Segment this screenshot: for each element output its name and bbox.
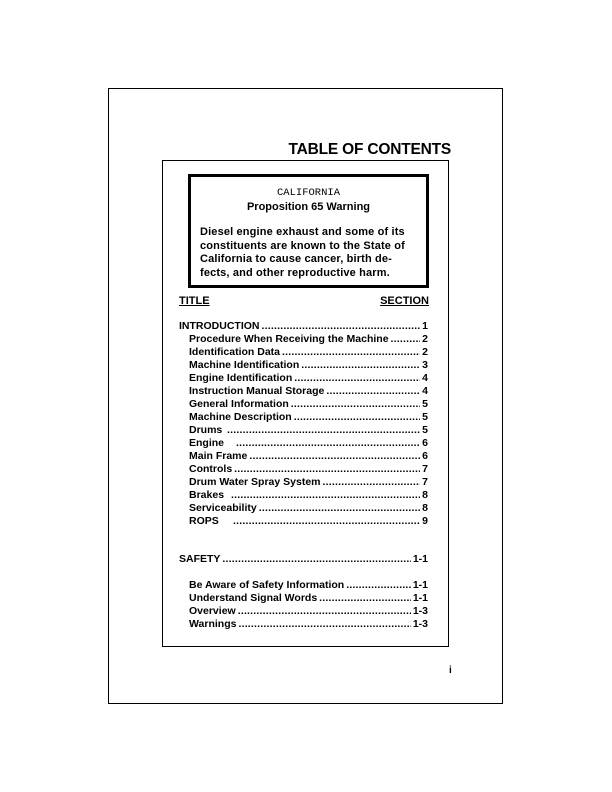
toc-entry[interactable] [189, 450, 428, 463]
dot-leader [238, 605, 411, 618]
warning-line: constituents are known to the State of [200, 239, 405, 252]
toc-entry-page: 5 [422, 411, 428, 423]
dot-leader [294, 372, 420, 385]
toc-entry-page: 1 [422, 320, 428, 332]
toc-entry-label: Procedure When Receiving the Machine [189, 333, 389, 345]
toc-entry[interactable] [189, 618, 428, 631]
dot-leader [259, 502, 420, 515]
dot-leader [282, 346, 420, 359]
toc-entry-page: 5 [422, 424, 428, 436]
warning-subheading: Proposition 65 Warning [246, 201, 371, 213]
toc-entry[interactable] [189, 592, 428, 605]
dot-leader [231, 489, 420, 502]
toc-entry-page: 1-3 [412, 605, 428, 617]
toc-entry-label: ROPS [189, 515, 219, 527]
dot-leader [294, 411, 420, 424]
toc-entry-page: 1-1 [412, 579, 428, 591]
toc-entry-page: 7 [422, 463, 428, 475]
dot-leader [323, 476, 421, 489]
toc-entry-label: Main Frame [189, 450, 248, 462]
toc-entry[interactable] [189, 437, 428, 450]
toc-entry[interactable] [189, 359, 428, 372]
toc-entry[interactable] [189, 385, 428, 398]
toc-entry-page: 2 [422, 346, 428, 358]
toc-entry-label: Understand Signal Words [189, 592, 318, 604]
toc-entry[interactable] [189, 502, 428, 515]
toc-entry-page: 4 [422, 385, 428, 397]
dot-leader [391, 333, 421, 346]
toc-entry[interactable] [189, 463, 428, 476]
toc-entry-page: 6 [422, 437, 428, 449]
toc-entry-page: 7 [422, 476, 428, 488]
toc-entry[interactable] [189, 605, 428, 618]
toc-entry-label: Machine Identification [189, 359, 300, 371]
dot-leader [301, 359, 420, 372]
toc-entry[interactable] [189, 424, 428, 437]
toc-entry-page: 6 [422, 450, 428, 462]
toc-entry-page: 5 [422, 398, 428, 410]
toc-entry[interactable] [189, 515, 428, 528]
toc-entry-page: 2 [422, 333, 428, 345]
dot-leader [222, 553, 410, 566]
toc-entry-label: Warnings [189, 618, 237, 630]
toc-entry-label: Machine Description [189, 411, 292, 423]
toc-entry-label: Brakes [189, 489, 225, 501]
toc-entry-label: General Information [189, 398, 289, 410]
dot-leader [238, 618, 410, 631]
column-header-title: TITLE [179, 295, 210, 307]
toc-entry-page: 4 [422, 372, 428, 384]
dot-leader [346, 579, 411, 592]
toc-entry-page: 8 [422, 489, 428, 501]
toc-entry-label: Overview [189, 605, 236, 617]
toc-entry-label: Serviceability [189, 502, 257, 514]
toc-entry-label: Drums [189, 424, 223, 436]
toc-entry-safety[interactable] [179, 553, 428, 566]
toc-entry-page: 3 [422, 359, 428, 371]
page-title: TABLE OF CONTENTS [288, 141, 451, 158]
warning-heading: CALIFORNIA [276, 187, 340, 199]
toc-entry[interactable] [189, 476, 428, 489]
toc-entry-page: 1-1 [412, 592, 428, 604]
toc-entry-label: Engine [189, 437, 225, 449]
toc-entry-label: SAFETY [179, 553, 221, 565]
dot-leader [227, 424, 420, 437]
toc-entry[interactable] [189, 372, 428, 385]
toc-entry[interactable] [189, 579, 428, 592]
dot-leader [291, 398, 420, 411]
warning-line: Diesel engine exhaust and some of its [200, 226, 405, 238]
toc-entry-label: INTRODUCTION [179, 320, 260, 332]
warning-line: California to cause cancer, birth de- [200, 253, 392, 265]
warning-line: fects, and other reproductive harm. [200, 266, 390, 279]
dot-leader [234, 463, 420, 476]
toc-entry-page: 1-3 [412, 618, 428, 630]
toc-entry-page: 9 [422, 515, 428, 527]
column-header-section: SECTION [380, 295, 429, 307]
toc-entry[interactable] [189, 489, 428, 502]
toc-entry-label: Identification Data [189, 346, 281, 358]
toc-entry[interactable] [189, 346, 428, 359]
dot-leader [249, 450, 420, 463]
toc-entry[interactable] [189, 333, 428, 346]
dot-leader [262, 320, 421, 333]
dot-leader [319, 592, 411, 605]
toc-entry-label: Instruction Manual Storage [189, 385, 325, 397]
toc-entry-page: 1-1 [412, 553, 428, 565]
prop65-warning-box [188, 174, 429, 288]
toc-entry[interactable] [189, 398, 428, 411]
dot-leader [236, 437, 420, 450]
toc-entry-page: 8 [422, 502, 428, 514]
toc-entry-label: Drum Water Spray System [189, 476, 321, 488]
toc-entry-label: Be Aware of Safety Information [189, 579, 345, 591]
toc-entry[interactable] [189, 411, 428, 424]
page-number: i [449, 665, 452, 676]
warning-body [200, 226, 417, 280]
toc-entry-label: Engine Identification [189, 372, 293, 384]
toc-entry-label: Controls [189, 463, 233, 475]
toc-entry-introduction[interactable] [179, 320, 428, 333]
dot-leader [233, 515, 420, 528]
dot-leader [326, 385, 420, 398]
